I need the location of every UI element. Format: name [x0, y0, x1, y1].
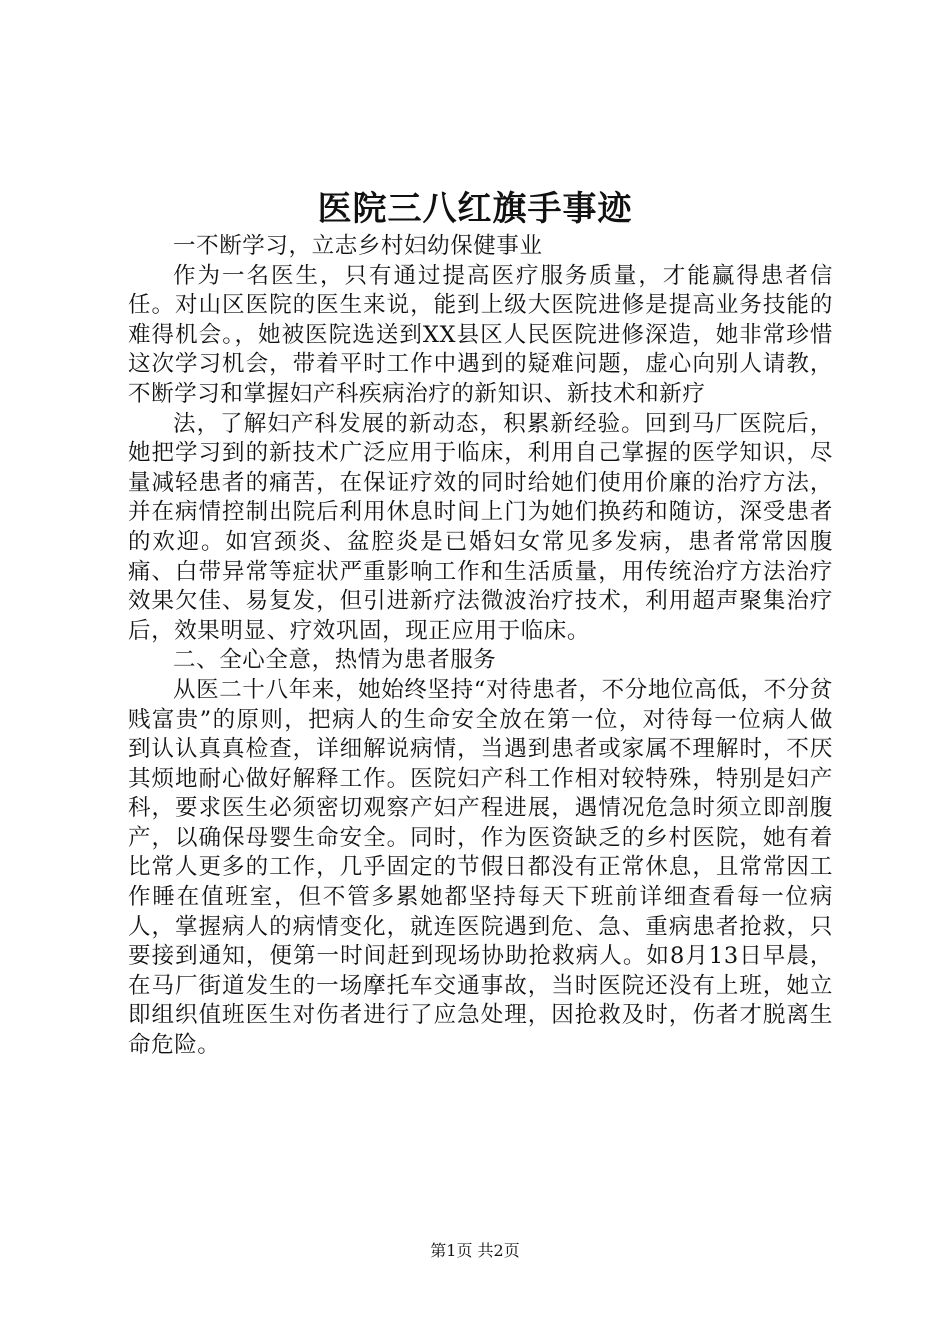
document-body: [128, 232, 833, 1061]
body-paragraph-2: 法，了解妇产科发展的新动态，积累新经验。回到马厂医院后，她把学习到的新技术广泛应用于临床，利用自己掌握的医学知识，尽量减轻患者的痛苦，在保证疗效的同时给她们使用价廉的治疗方法，并在病情控制出院后利用休息时间上门为她们换药和随访，深受患者的欢迎。如宫颈炎、盆腔炎是已婚妇女常见多发病，患者常常因腹痛、白带异常等症状严重影响工作和生活质量，用传统治疗方法治疗效果欠佳、易复发，但引进新疗法微波治疗技术，利用超声聚集治疗后，效果明显、疗效巩固，现正应用于临床。: [128, 410, 833, 644]
body-paragraph-3: 从医二十八年来，她始终坚持“对待患者，不分地位高低，不分贫贱富贵”的原则，把病人的生命安全放在第一位，对待每一位病人做到认认真真检查，详细解说病情，当遇到患者或家属不理解时，不厌其烦地耐心做好解释工作。医院妇产科工作相对较特殊，特别是妇产科，要求医生必须密切观察产妇产程进展，遇情况危急时须立即剖腹产，以确保母婴生命安全。同时，作为医资缺乏的乡村医院，她有着比常人更多的工作，几乎固定的节假日都没有正常休息，且常常因工作睡在值班室，但不管多累她都坚持每天下班前详细查看每一位病人，掌握病人的病情变化，就连医院遇到危、急、重病患者抢救，只要接到通知，便第一时间赶到现场协助抢救病人。如8月13日早晨，在马厂街道发生的一场摩托车交通事故，当时医院还没有上班，她立即组织值班医生对伤者进行了应急处理，因抢救及时，伤者才脱离生命危险。: [128, 676, 833, 1059]
document-title: 医院三八红旗手事迹: [317, 189, 633, 229]
section-heading-2: 二、全心全意，热情为患者服务: [173, 647, 497, 674]
body-paragraph-1: 作为一名医生，只有通过提高医疗服务质量，才能赢得患者信任。对山区医院的医生来说，能到上级大医院进修是提高业务技能的难得机会。，她被医院选送到XX县区人民医院进修深造，她非常珍惜这次学习机会，带着平时工作中遇到的疑难问题，虚心向别人请教，不断学习和掌握妇产科疾病治疗的新知识、新技术和新疗: [128, 262, 833, 407]
page-footer: 第1页 共2页: [430, 1241, 520, 1260]
section-heading-1: 一不断学习，立志乡村妇幼保健事业: [173, 233, 543, 259]
